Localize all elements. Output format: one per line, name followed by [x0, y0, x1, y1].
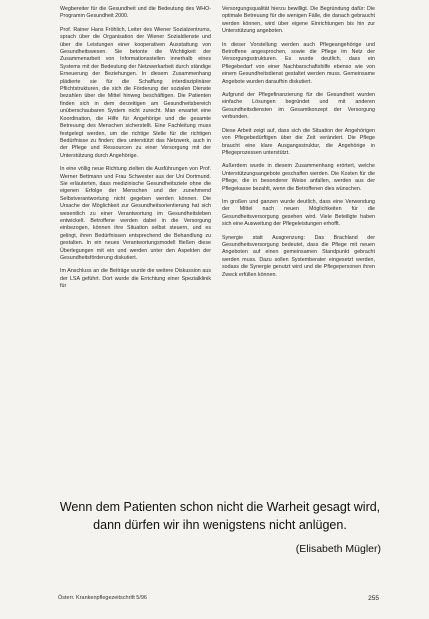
paragraph: Aufgrund der Pflegefinanzierung für die Gesundheit wurden einfache Lösungen begründet und mit anderen Gesundheitsdiensten im Gesamtkonzept der Versorgung verbunden. — [222, 92, 375, 121]
quote-author: (Elisabeth Mügler) — [295, 543, 381, 555]
paragraph: Versorgungsqualität hierzu bewilligt. Die Begründung dafür: Die optimale Betreuung für die wenigen Fälle, die danach gebraucht werden können, wird über eigene Einrichtungen bis hin zur Unterstützung angeboten. — [222, 6, 375, 35]
paragraph: Diese Arbeit zeigt auf, dass sich die Situation der Angehörigen von Pflegebedürftigen über die Zeit verändert. Die Pflege braucht eine klare Ausgangsstruktur, die Angehörige in Pflegeprozessen unterstützt. — [222, 127, 375, 156]
pull-quote — [45, 498, 395, 534]
paragraph: Prof. Rainer Hans Fröhlich, Leiter des Wiener Sozialzentrums, sprach über die Organisation der Wiener Sozialdienste und über die Leistungen einer kooperativen Ausstattung von Gesundheitswesen. Sie betonte die Wichtigkeit der Zusammenarbeit von Informationsstellen innerhalb eines Systems mit der Bedeutung der Netzwerkarbeit durch ständige Erneuerung der Beziehungen. In diesem Zusammenhang plädierte sie für die Schaffung interdisziplinärer Pflichtstrukturen, die sich die Förderung der sozialen Dienste bezahlen über die Mittel hinweg beschäftigen. Die Patienten finden sich in dem derzeitigen am Gesundheitsbereich unüberschaubaren System nicht zurecht. Man erwartet eine Koordination, die Hilfe für Angehörige und die gesamte Betreuung des Menschen sicherstellt. Eine Fachleitung muss festgelegt werden, um die richtige Stelle für die richtigen Bedürfnisse zu finden; dies unterstützt das Netzwerk, auch in der Pflege und Ressourcen zu einer Versorgung mit der Unterstützung durch Angehörige. — [60, 26, 211, 159]
paragraph: Außerdem wurde in diesem Zusammenhang erörtert, welche Unterstützungsangebote geschaffen werden. Die Kosten für die Pflege, die in besonderer Weise anfallen, werden aus der Pflegekasse bezahlt, wenn die Betroffenen dies wünschen. — [222, 163, 375, 192]
page-number: 255 — [368, 595, 379, 602]
quote-line-2: dann dürfen wir ihn wenigstens nicht anlügen. — [93, 518, 347, 532]
paragraph: Im Anschluss an die Beiträge wurde die weitere Diskussion aus der LSA geführt. Dort wurde die Errichtung einer Spezialklinik für — [60, 268, 211, 290]
paragraph: Im großen und ganzen wurde deutlich, dass eine Verwendung der Mittel nach neuen Möglichkeiten für die Gesundheitsversorgung gesehen wird. Viele Beteiligte haben sich eine Ausweitung der Pflegeleistungen erhofft. — [222, 198, 375, 228]
paragraph: In dieser Vorstellung werden auch Pflegeangehörige und Betroffene angesprochen, sowie die Pflege im Netz der Versorgungsstrukturen. Es wurde deutlich, dass ein Pflegebedarf von einer Nachbarschaftshilfe ebenso wie von einem Gesundheitsdienst gestaltet werden muss. Gemeinsame Angebote wurden daraufhin diskutiert. — [222, 41, 375, 85]
page-footer — [58, 595, 379, 602]
left-text-column — [60, 6, 211, 472]
paragraph: Wegbereiter für die Gesundheit und die Bedeutung des WHO-Programm Gesundheit 2000. — [60, 6, 211, 20]
paragraph: In eine völlig neue Richtung zielten die Ausführungen von Prof. Werner Bettmann und Frau Schwester aus der Uni Dortmund. Sie erläuterten, dass medizinische Gesundheitsziele ohne die eigenen Erfolge der Menschen und der zunehmend Selbstverantwortung nicht gegeben werden können. Die Ursache der Möglichkeit zur Gesundheitsorientierung hat sich wesentlich zu einer Verantwortung im Gesundheitsleben entwickelt. Betroffene werden dabei in die Versorgung einbezogen, können ihre Situation selbst steuern, und es gelingt, ihren Bedürfnissen entsprechend die Behandlung zu gestalten. In ein neues Verantwortungsmodell fließen diese Überlegungen mit ein und werden unter den Aspekten der Gesundheitsförderung diskutiert. — [60, 166, 211, 261]
quote-line-1: Wenn dem Patienten schon nicht die Warheit gesagt wird, — [59, 500, 381, 514]
right-text-column — [222, 6, 375, 480]
paragraph: Synergie statt Ausgrenzung: Das Brachland der Gesundheitsversorgung bedeutet, dass die Pflege mit neuen Angeboten auf einen gemeinsamen Standpunkt gebracht werden muss. Dazu sollen Systemberater eingesetzt werden, sodass die Synergie genutzt wird und die Pflegepersonen ihren Zweck erfüllen können. — [222, 234, 375, 278]
journal-citation: Österr. Krankenpflegezeitschrift 5/96 — [58, 595, 147, 601]
